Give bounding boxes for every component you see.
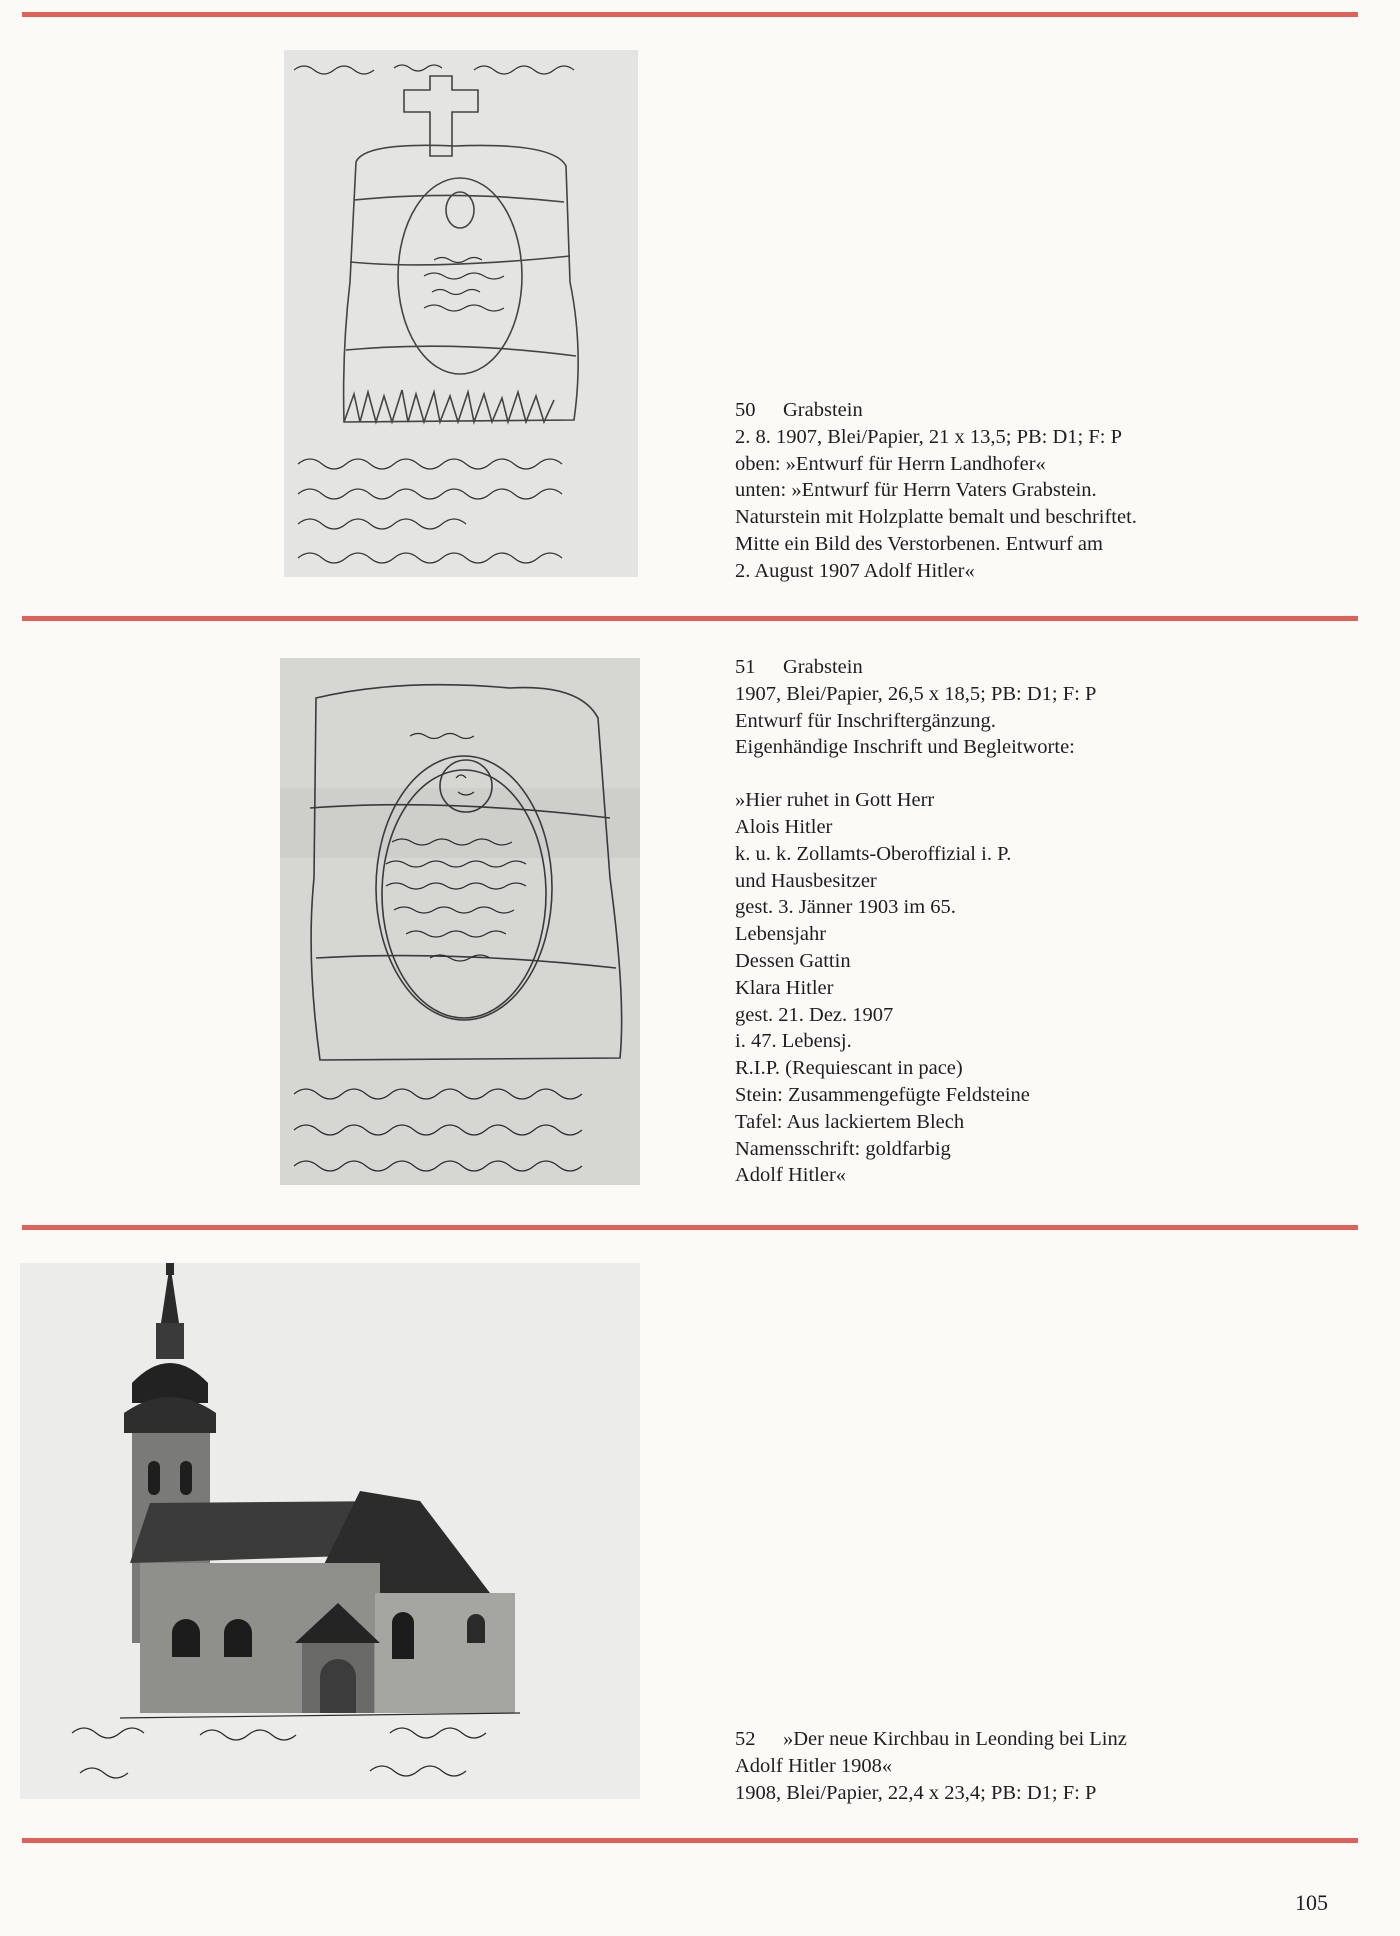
quote-line: Adolf Hitler« bbox=[735, 1164, 847, 1187]
caption-line: Adolf Hitler 1908« bbox=[735, 1754, 893, 1777]
entry-number: 52 bbox=[735, 1728, 756, 1750]
bottom-rule bbox=[22, 1838, 1358, 1843]
caption-line: Mitte ein Bild des Verstorbenen. Entwurf am bbox=[735, 532, 1103, 555]
quote-line: Tafel: Aus lackiertem Blech bbox=[735, 1110, 965, 1133]
quote-line: »Hier ruhet in Gott Herr bbox=[735, 789, 935, 812]
entry-number: 51 bbox=[735, 656, 756, 678]
entry-title: »Der neue Kirchbau in Leonding bei Linz bbox=[783, 1728, 1127, 1750]
quote-line: gest. 21. Dez. 1907 bbox=[735, 1003, 894, 1026]
gravestone-sketch-51 bbox=[280, 658, 640, 1185]
church-sketch-52 bbox=[20, 1263, 640, 1799]
quote-line: k. u. k. Zollamts-Oberoffizial i. P. bbox=[735, 842, 1012, 865]
plate-50-drawing bbox=[284, 50, 638, 577]
caption-line: unten: »Entwurf für Herrn Vaters Grabstein. bbox=[735, 479, 1097, 502]
caption-line: 1908, Blei/Papier, 22,4 x 23,4; PB: D1; F: P bbox=[735, 1781, 1097, 1804]
quote-line: und Hausbesitzer bbox=[735, 869, 877, 892]
quote-line: Lebensjahr bbox=[735, 923, 827, 946]
gravestone-sketch-50 bbox=[284, 50, 638, 577]
section-rule bbox=[22, 616, 1358, 621]
quote-line: R.I.P. (Requiescant in pace) bbox=[735, 1057, 963, 1080]
plate-52-drawing bbox=[20, 1263, 640, 1799]
caption-line: Eigenhändige Inschrift und Begleitworte: bbox=[735, 736, 1075, 759]
page-number: 105 bbox=[1295, 1890, 1328, 1915]
quote-line: Klara Hitler bbox=[735, 976, 834, 999]
entry-number: 50 bbox=[735, 399, 756, 421]
entry-title: Grabstein bbox=[783, 399, 863, 421]
entry-title: Grabstein bbox=[783, 656, 863, 678]
quote-line: Dessen Gattin bbox=[735, 949, 851, 972]
caption-51 bbox=[735, 654, 1096, 1189]
caption-line: Naturstein mit Holzplatte bemalt und beschriftet. bbox=[735, 506, 1137, 529]
quote-line: Namensschrift: goldfarbig bbox=[735, 1137, 951, 1160]
caption-50 bbox=[735, 397, 1137, 585]
caption-line: 1907, Blei/Papier, 26,5 x 18,5; PB: D1; F: P bbox=[735, 682, 1097, 705]
section-rule bbox=[22, 1225, 1358, 1230]
caption-line: 2. August 1907 Adolf Hitler« bbox=[735, 559, 975, 582]
top-rule bbox=[22, 12, 1358, 17]
plate-51-drawing bbox=[280, 658, 640, 1185]
quote-line: Alois Hitler bbox=[735, 815, 833, 838]
caption-line: oben: »Entwurf für Herrn Landhofer« bbox=[735, 452, 1046, 475]
caption-line: Entwurf für Inschriftergänzung. bbox=[735, 709, 996, 732]
quote-line: i. 47. Lebensj. bbox=[735, 1030, 852, 1053]
quote-line: Stein: Zusammengefügte Feldsteine bbox=[735, 1083, 1030, 1106]
caption-line: 2. 8. 1907, Blei/Papier, 21 x 13,5; PB: D1; F: P bbox=[735, 425, 1122, 448]
quote-line: gest. 3. Jänner 1903 im 65. bbox=[735, 896, 956, 919]
caption-52 bbox=[735, 1726, 1127, 1806]
